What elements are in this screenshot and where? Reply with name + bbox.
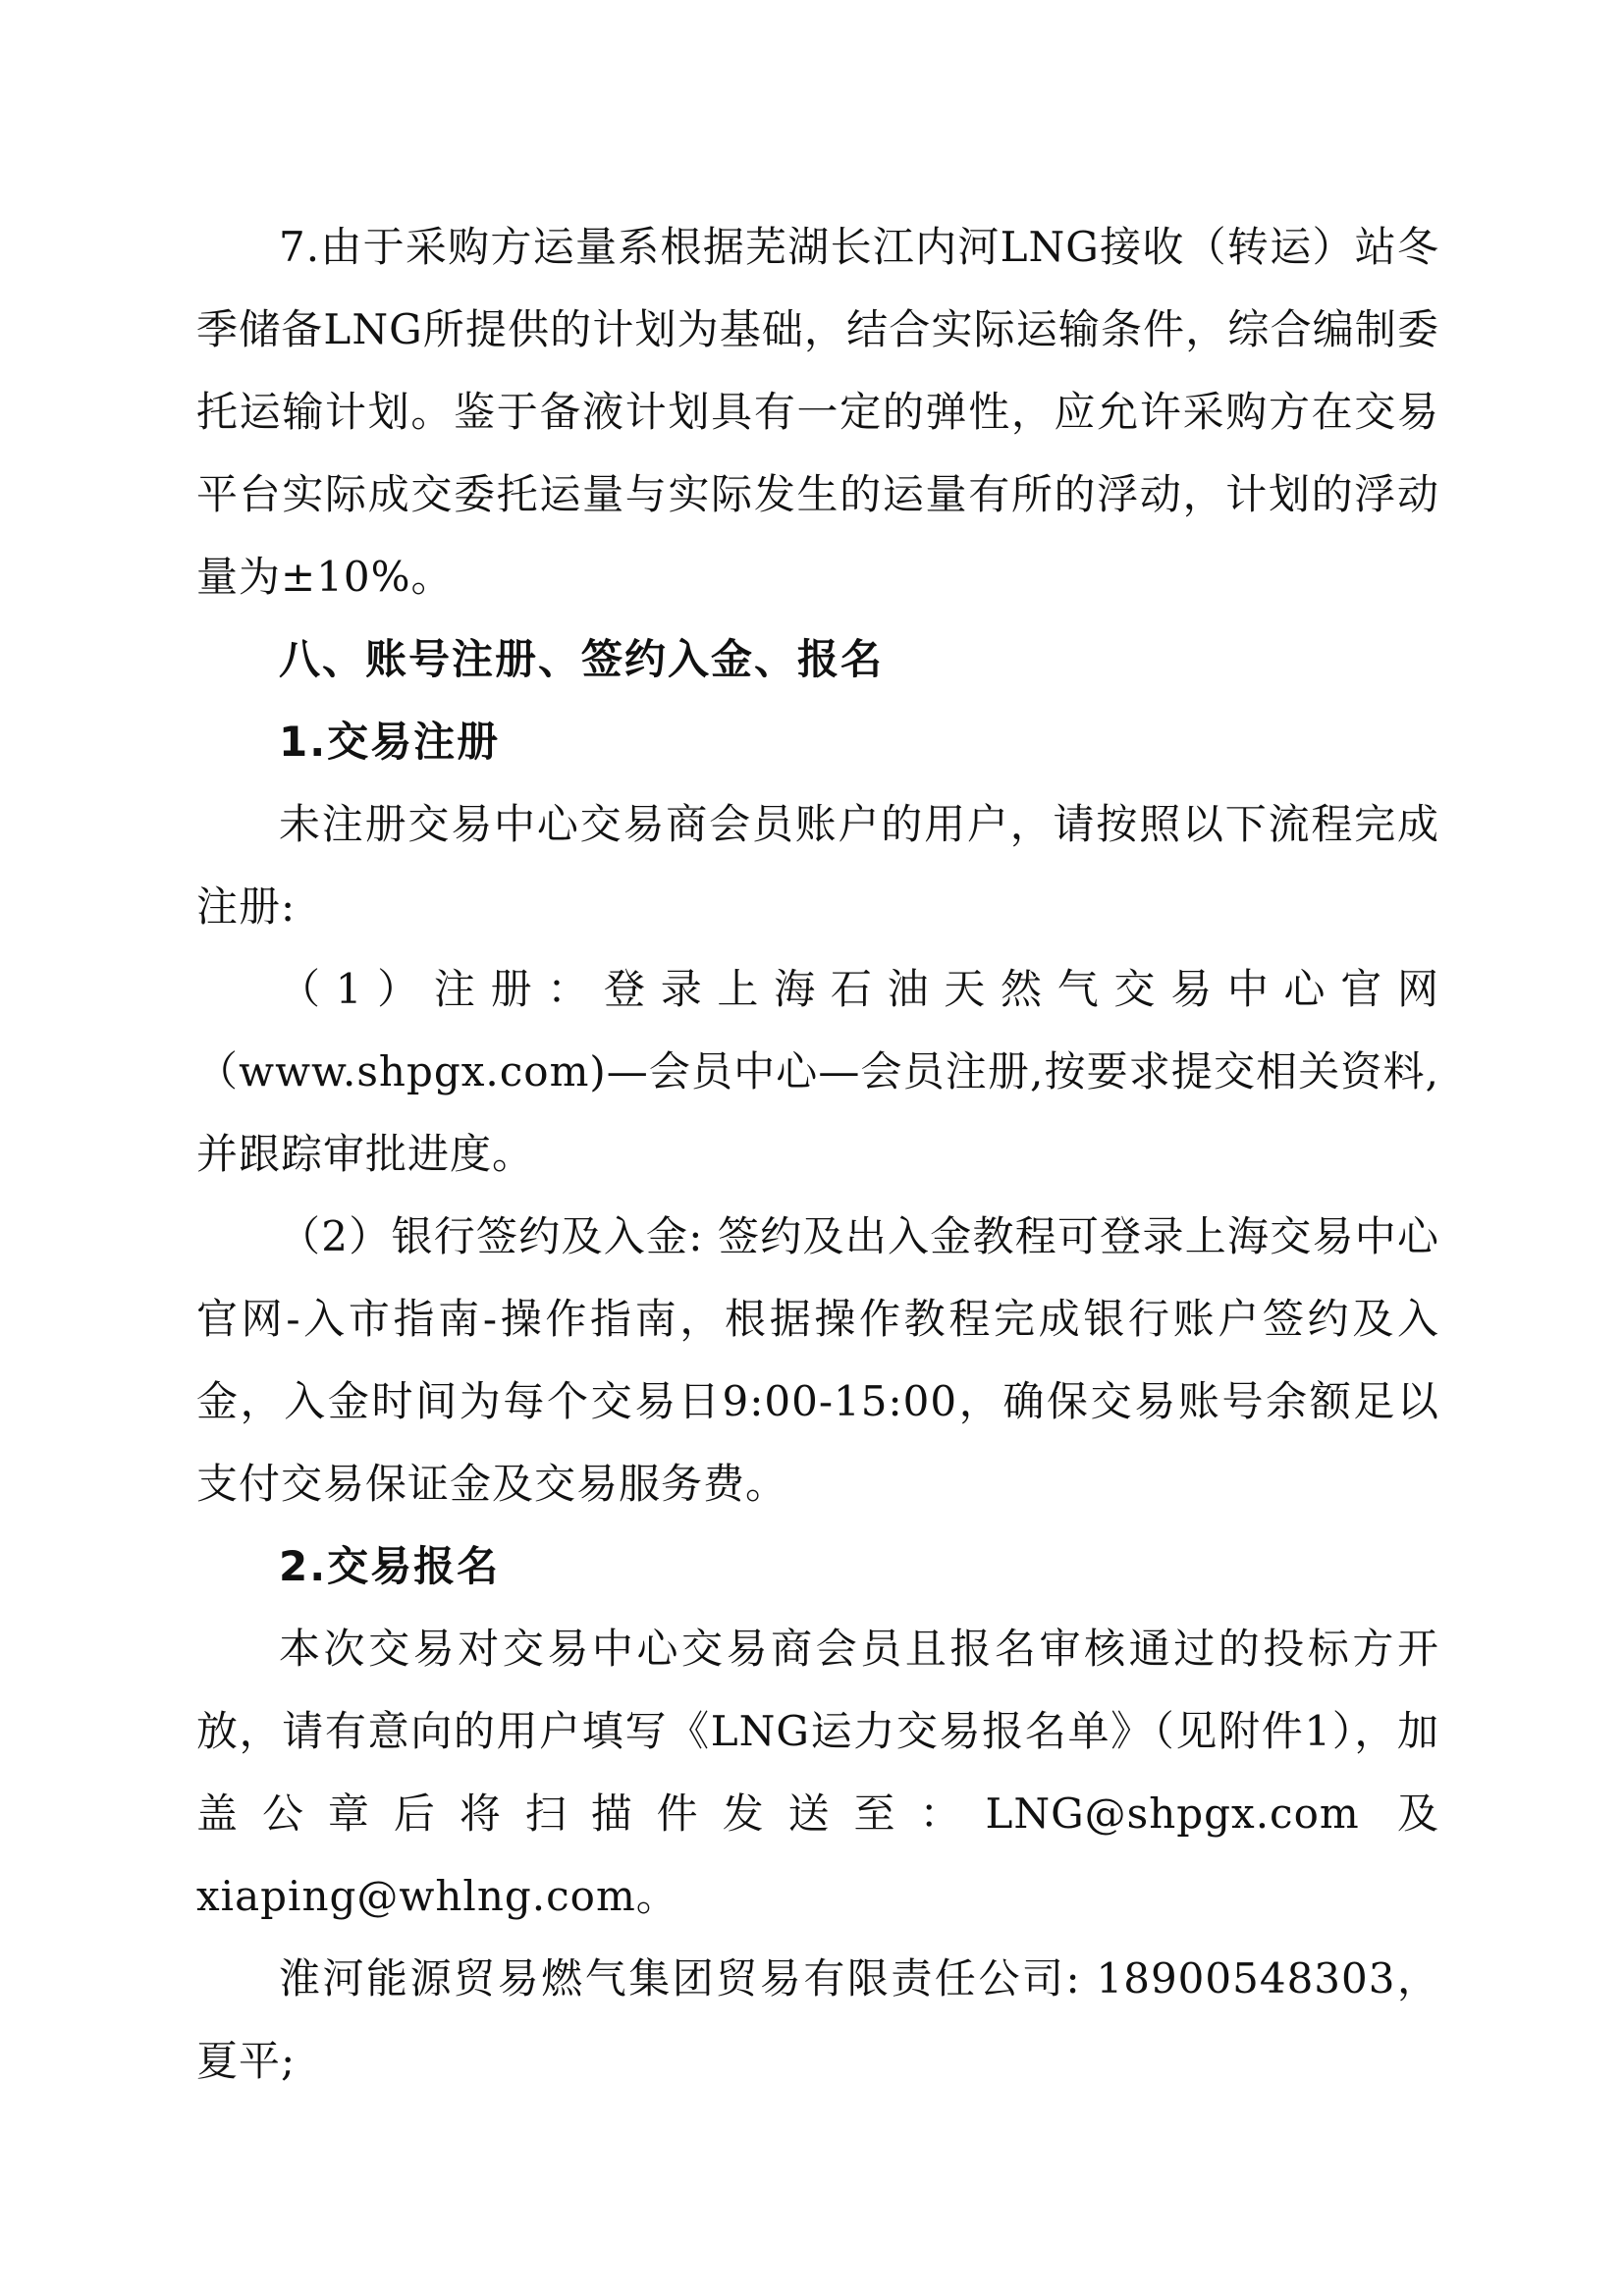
paragraph-contact-info: 淮河能源贸易燃气集团贸易有限责任公司: 18900548303，夏平; [196, 1954, 1439, 2085]
subheading-trade-registration: 1.交易注册 [279, 718, 501, 766]
paragraph-signup-instructions: 本次交易对交易中心交易商会员且报名审核通过的投标方开放，请有意向的用户填写《LNG运力交易报名单》（见附件1），加盖公章后将扫描件发送至：LNG@shpgx.com 及 xiaping@whlng.com。 [196, 1625, 1439, 1920]
paragraph-registration-intro: 未注册交易中心交易商会员账户的用户，请按照以下流程完成注册: [196, 800, 1439, 931]
paragraph-item-7: 7.由于采购方运量系根据芜湖长江内河LNG接收（转运）站冬季储备LNG所提供的计划为基础，结合实际运输条件，综合编制委托运输计划。鉴于备液计划具有一定的弹性，应允许采购方在交易平台实际成交委托运量与实际发生的运量有所的浮动，计划的浮动量为±10%。 [196, 223, 1439, 601]
paragraph-registration-step-1: （1）注册：登录上海石油天然气交易中心官网（www.shpgx.com)—会员中心—会员注册,按要求提交相关资料,并跟踪审批进度。 [196, 965, 1439, 1178]
document-body [196, 206, 1439, 2103]
section-heading-account-registration: 八、账号注册、签约入金、报名 [279, 635, 885, 683]
subheading-trade-signup: 2.交易报名 [279, 1542, 501, 1590]
paragraph-registration-step-2: （2）银行签约及入金: 签约及出入金教程可登录上海交易中心官网-入市指南-操作指南，根据操作教程完成银行账户签约及入金，入金时间为每个交易日9:00-15:00，确保交易账号余额足以支付交易保证金及交易服务费。 [196, 1212, 1439, 1508]
